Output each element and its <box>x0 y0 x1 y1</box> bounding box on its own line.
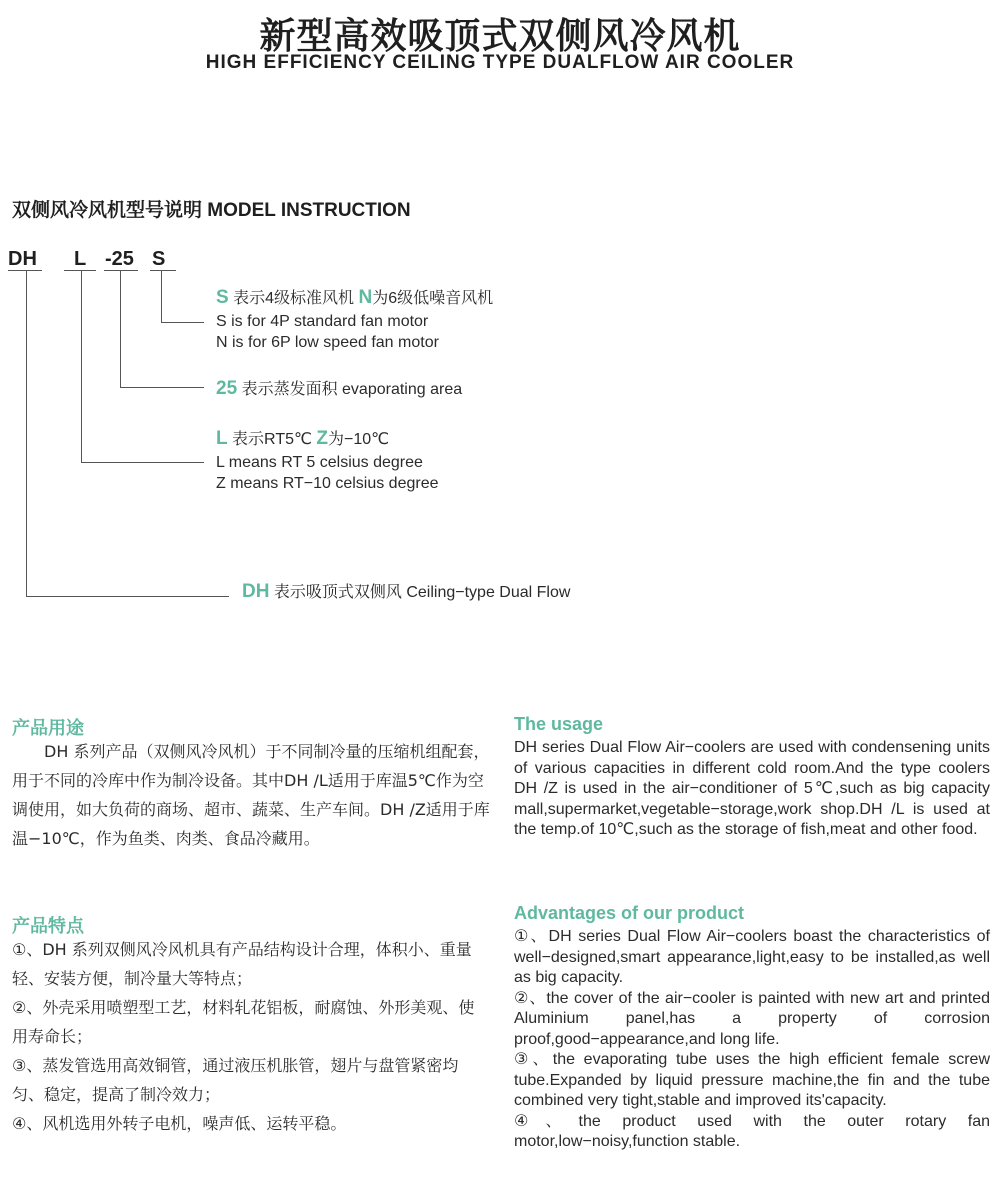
area-explanation <box>216 379 462 400</box>
leader-dh-vertical <box>26 270 27 597</box>
leader-s-horizontal <box>161 322 204 323</box>
usage-en-title: The usage <box>514 714 604 734</box>
motor-text-s: 表示4级标准风机 <box>228 290 359 307</box>
advantages-en-item-3: ③、the evaporating tube uses the high efficient female screw tube.Expanded by liquid pressure machine,the fin and the tube combined very tight,stable and improved its'capacity. <box>514 1051 990 1109</box>
page-title-cn: 新型高效吸顶式双侧风冷风机 <box>259 16 741 57</box>
features-cn-item-4: ④、风机选用外转子电机，噪声低、运转平稳。 <box>12 1114 347 1133</box>
temp-line-2: Z means RT−10 celsius degree <box>216 475 439 492</box>
features-cn-list <box>12 935 490 1138</box>
model-code-s: S <box>152 248 166 270</box>
area-text: 表示蒸发面积 evaporating area <box>237 381 463 398</box>
features-cn-title: 产品特点 <box>12 916 84 936</box>
code-underline-dh <box>8 270 42 271</box>
motor-line-1: S is for 4P standard fan motor <box>216 313 429 330</box>
area-key: 25 <box>216 378 238 399</box>
leader-l-vertical <box>81 270 82 463</box>
leader-dh-horizontal <box>26 596 229 597</box>
temp-key-l: L <box>216 428 228 449</box>
leader-25-vertical <box>120 270 121 388</box>
usage-en-text: DH series Dual Flow Air−coolers are used with condensening units of various capacities in different cold room.And the type coolers DH /Z is used in the air−conditioner of 5℃,such as big capacity mall,supermarket,vegetable−storage,work shop.DH /L is used at the temp.of 10℃,such as the storage of fish,meat and other food. <box>514 739 990 838</box>
advantages-en-list <box>514 927 990 1153</box>
motor-text-n: 为6级低噪音风机 <box>372 290 494 307</box>
code-underline-s <box>150 270 176 271</box>
model-code-capacity: -25 <box>105 248 134 270</box>
features-cn-item-2: ②、外壳采用喷塑型工艺，材料轧花铝板，耐腐蚀、外形美观、使用寿命长； <box>12 998 475 1046</box>
advantages-en-item-1: ①、DH series Dual Flow Air−coolers boast the characteristics of well−designed,smart appearance,light,easy to be installed,as well as big capacity. <box>514 928 990 986</box>
type-text: 表示吸顶式双侧风 Ceiling−type Dual Flow <box>269 584 571 601</box>
leader-25-horizontal <box>120 387 204 388</box>
features-cn-item-3: ③、蒸发管选用高效铜管，通过液压机胀管，翅片与盘管紧密均匀、稳定，提高了制冷效力； <box>12 1056 459 1104</box>
model-code-l: L <box>74 248 87 270</box>
advantages-en-item-4: ④、the product used with the outer rotary fan motor,low−noisy,function stable. <box>514 1112 990 1150</box>
temp-explanation <box>216 429 389 450</box>
temp-line-1: L means RT 5 celsius degree <box>216 454 423 471</box>
usage-en-body <box>514 738 990 841</box>
features-cn-item-1: ①、DH 系列双侧风冷风机具有产品结构设计合理，体积小、重量轻、安装方便，制冷量大等特点； <box>12 940 472 988</box>
motor-explanation <box>216 288 493 309</box>
type-key: DH <box>242 581 270 602</box>
usage-cn-body <box>12 737 490 853</box>
type-explanation <box>242 582 570 603</box>
code-underline-capacity <box>104 270 138 271</box>
leader-s-vertical <box>161 270 162 323</box>
usage-cn-text: DH 系列产品（双侧风冷风机）于不同制冷量的压缩机组配套，用于不同的冷库中作为制冷设备。其中DH /L适用于库温5℃作为空调使用，如大负荷的商场、超市、蔬菜、生产车间。DH /Z适用于库温−10℃，作为鱼类、肉类、食品冷藏用。 <box>12 742 490 848</box>
leader-l-horizontal <box>81 462 204 463</box>
temp-text-l: 表示RT5℃ <box>227 431 317 448</box>
motor-key-s: S <box>216 287 229 308</box>
model-instruction-heading: 双侧风冷风机型号说明 MODEL INSTRUCTION <box>12 200 411 221</box>
advantages-en-title: Advantages of our product <box>514 903 745 923</box>
code-underline-l <box>64 270 96 271</box>
temp-text-z: 为−10℃ <box>328 431 390 448</box>
usage-cn-title: 产品用途 <box>12 718 84 738</box>
temp-key-z: Z <box>316 428 329 449</box>
motor-line-2: N is for 6P low speed fan motor <box>216 334 439 351</box>
page-title-en: HIGH EFFICIENCY CEILING TYPE DUALFLOW AIR COOLER <box>205 52 795 73</box>
advantages-en-item-2: ②、the cover of the air−cooler is painted with new art and printed Aluminium panel,has a property of corrosion proof,good−appearance,and long life. <box>514 989 990 1048</box>
model-code-dh: DH <box>8 248 37 270</box>
motor-key-n: N <box>358 287 373 308</box>
